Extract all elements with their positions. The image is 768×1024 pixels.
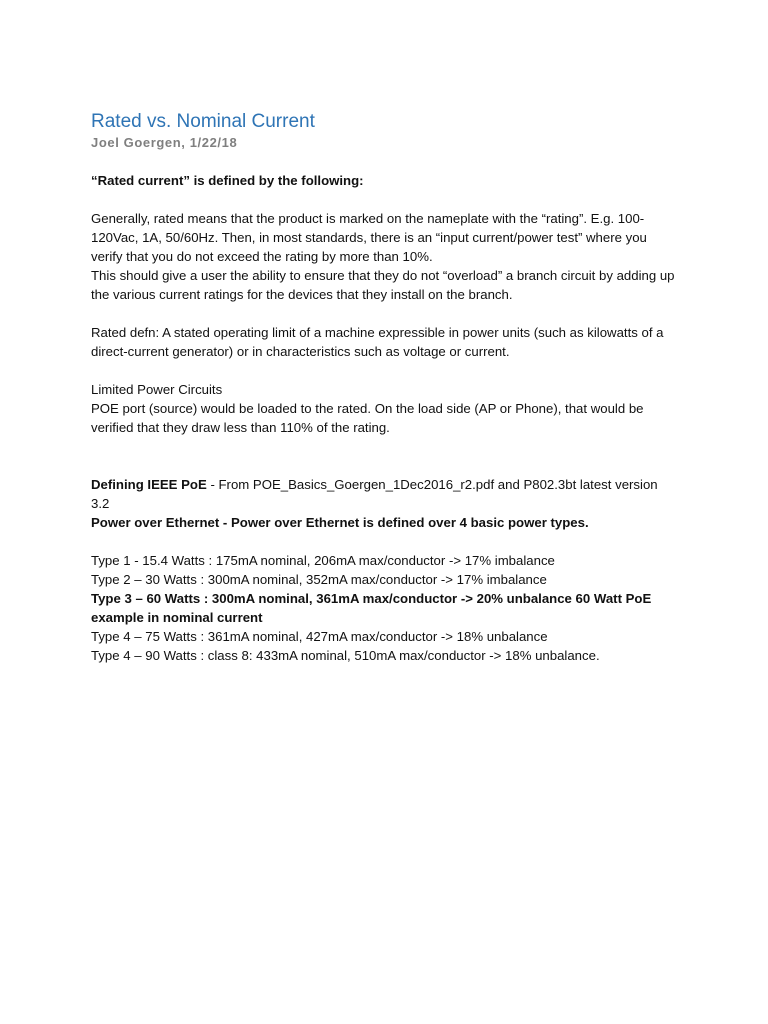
document-title: Rated vs. Nominal Current: [91, 111, 315, 132]
poe-definition: Power over Ethernet - Power over Ethernet is defined over 4 basic power types.: [91, 515, 589, 530]
defining-ieee-poe: [91, 475, 676, 513]
limited-power-heading: Limited Power Circuits: [91, 382, 223, 397]
defining-ieee-poe-label: Defining IEEE PoE: [91, 477, 207, 492]
rated-current-heading: “Rated current” is defined by the following:: [91, 173, 364, 188]
rated-definition: Rated defn: A stated operating limit of a machine expressible in power units (such as kilowatts of a direct-current generator) or in characteristics such as voltage or current.: [91, 325, 664, 359]
document-subtitle: Joel Goergen, 1/22/18: [91, 135, 238, 150]
type-1-line: Type 1 - 15.4 Watts : 175mA nominal, 206mA max/conductor -> 17% imbalance: [91, 553, 555, 568]
type-4-75w-line: Type 4 – 75 Watts : 361mA nominal, 427mA max/conductor -> 18% unbalance: [91, 629, 548, 644]
type-2-line: Type 2 – 30 Watts : 300mA nominal, 352mA max/conductor -> 17% imbalance: [91, 572, 547, 587]
rated-paragraph-2: This should give a user the ability to ensure that they do not “overload” a branch circuit by adding up the various current ratings for the devices that they install on the branch.: [91, 268, 675, 302]
defining-ieee-poe-source: - From POE_Basics_Goergen_1Dec2016_r2.pdf and P802.3bt latest version 3.2: [91, 477, 658, 511]
type-4-90w-line: Type 4 – 90 Watts : class 8: 433mA nominal, 510mA max/conductor -> 18% unbalance.: [91, 648, 600, 663]
rated-paragraph-1: Generally, rated means that the product is marked on the nameplate with the “rating”. E.g. 100-120Vac, 1A, 50/60Hz. Then, in most standards, there is an “input current/power test” where you verify that you do not exceed the rating by more than 10%.: [91, 211, 647, 264]
type-3-line: Type 3 – 60 Watts : 300mA nominal, 361mA max/conductor -> 20% unbalance 60 Watt PoE example in nominal current: [91, 591, 652, 625]
limited-power-text: POE port (source) would be loaded to the rated. On the load side (AP or Phone), that would be verified that they draw less than 110% of the rating.: [91, 401, 644, 435]
